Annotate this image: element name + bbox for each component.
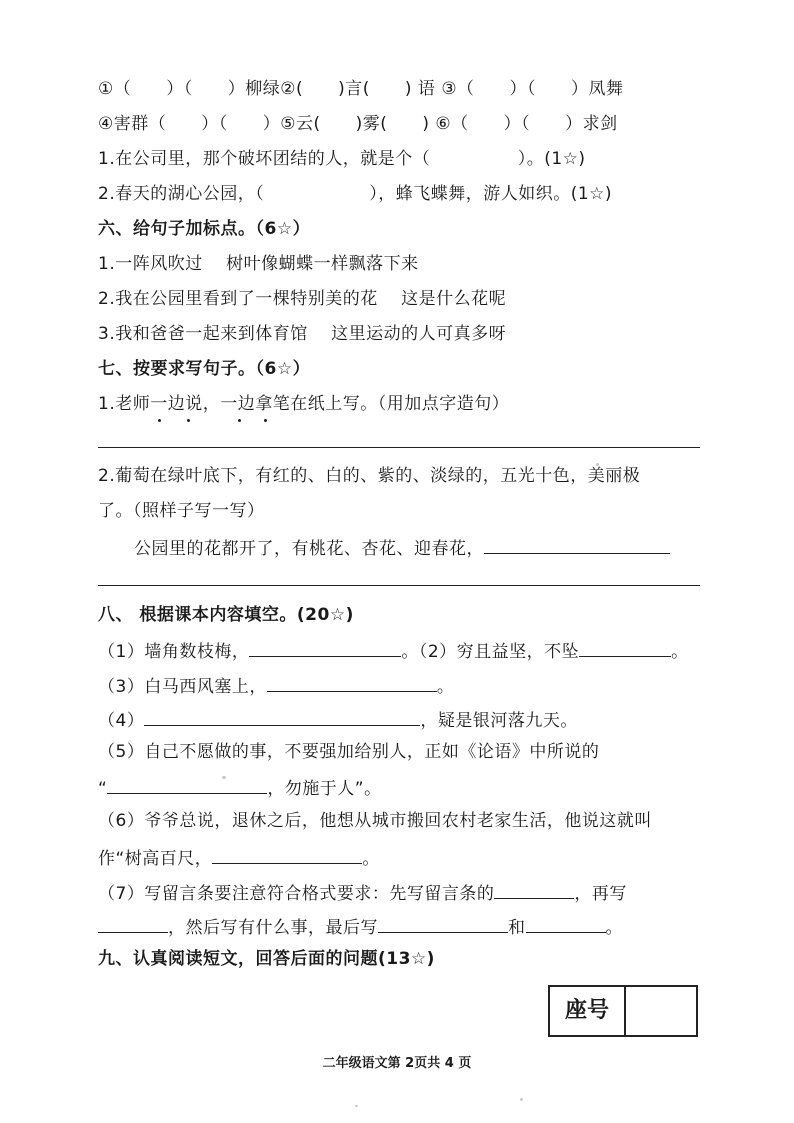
section-8-title: 八、 根据课本内容填空。(20☆) xyxy=(98,605,354,625)
punctuation-item-2: 2.我在公园里看到了一棵特别美的花 这是什么花呢 xyxy=(98,289,507,309)
poem-text: 和 xyxy=(508,918,526,938)
answer-blank[interactable] xyxy=(267,673,437,692)
poem-text: ，再写 xyxy=(574,884,627,904)
answer-line[interactable] xyxy=(98,447,700,448)
answer-blank[interactable] xyxy=(494,880,574,899)
poem-text: （1）墙角数枝梅， xyxy=(98,642,250,662)
answer-blank[interactable] xyxy=(484,535,670,554)
answer-blank[interactable] xyxy=(526,914,606,933)
emphasis-dot xyxy=(238,419,241,422)
poem-text: ，然后写有什么事，最后写 xyxy=(168,918,378,938)
answer-blank[interactable] xyxy=(107,775,267,794)
poem-text: ，勿施于人”。 xyxy=(267,779,382,799)
poem-text: ，疑是银河落九天。 xyxy=(420,711,578,731)
idiom-question-1: 1.在公司里，那个破坏团结的人，就是个（ ）。(1☆) xyxy=(98,149,586,169)
emphasis-dot xyxy=(158,419,161,422)
seat-number-label: 座号 xyxy=(550,987,626,1035)
answer-blank[interactable] xyxy=(249,638,401,657)
poem-fill-7-line-2 xyxy=(98,914,623,939)
sentence-question-2-line-2: 了。（照样子写一写） xyxy=(98,501,265,521)
poem-fill-5-line-1: （5）自己不愿做的事，不要强加给别人，正如《论语》中所说的 xyxy=(98,742,600,762)
poem-fill-5-line-2 xyxy=(98,775,382,800)
scan-speckle xyxy=(596,463,599,466)
idiom-question-2: 2.春天的湖心公园，（ ），蜂飞蝶舞，游人如织。(1☆) xyxy=(98,184,613,204)
poem-fill-7-line-1 xyxy=(98,880,627,905)
poem-text: （3）白马西风塞上， xyxy=(98,677,267,697)
scan-speckle xyxy=(355,1105,358,1107)
page-footer: 二年级语文第 2页共 4 页 xyxy=(322,1056,472,1071)
sentence-question-2-line-1: 2.葡萄在绿叶底下，有红的、白的、紫的、淡绿的，五光十色，美丽极 xyxy=(98,466,641,486)
poem-fill-3 xyxy=(98,673,454,698)
section-6-title: 六、给句子加标点。（6☆） xyxy=(98,219,311,239)
poem-text: 。 xyxy=(362,849,380,869)
answer-blank[interactable] xyxy=(212,845,362,864)
sentence-example-text: 公园里的花都开了，有桃花、杏花、迎春花， xyxy=(134,539,484,559)
poem-fill-6-line-1: （6）爷爷总说，退休之后，他想从城市搬回农村老家生活，他说这就叫 xyxy=(98,811,652,831)
poem-fill-4 xyxy=(98,707,578,732)
answer-blank[interactable] xyxy=(98,914,168,933)
poem-text: 。 xyxy=(436,677,455,697)
poem-text: （4） xyxy=(98,711,145,731)
answer-blank[interactable] xyxy=(378,914,508,933)
poem-text: 。 xyxy=(671,642,689,662)
answer-blank[interactable] xyxy=(144,707,420,726)
answer-line[interactable] xyxy=(98,585,700,586)
emphasis-dot xyxy=(264,419,267,422)
seat-number-field[interactable] xyxy=(626,987,696,1035)
scan-speckle xyxy=(520,1098,523,1101)
section-9-title: 九、认真阅读短文，回答后面的问题(13☆) xyxy=(98,949,435,969)
poem-text: （7）写留言条要注意符合格式要求：先写留言条的 xyxy=(98,884,495,904)
sentence-question-1: 1.老师一边说，一边拿笔在纸上写。（用加点字造句） xyxy=(98,394,510,414)
scan-speckle xyxy=(222,776,226,779)
poem-fill-6-line-2 xyxy=(98,845,380,870)
emphasis-dot xyxy=(187,419,190,422)
poem-text: 。（2）穷且益坚，不坠 xyxy=(401,642,580,662)
poem-fill-1-2 xyxy=(98,638,689,663)
poem-text: 。 xyxy=(605,918,623,938)
idiom-row-1: ①（ ）（ ）柳绿②( )言( ) 语 ③（ ）（ ）凤舞 xyxy=(98,79,624,99)
poem-text: 作“树高百尺， xyxy=(98,849,213,869)
poem-text: “ xyxy=(98,779,108,799)
section-7-title: 七、按要求写句子。（6☆） xyxy=(98,359,311,379)
punctuation-item-3: 3.我和爸爸一起来到体育馆 这里运动的人可真多呀 xyxy=(98,324,507,344)
seat-number-box xyxy=(548,985,698,1037)
idiom-row-2: ④害群（ ）（ ）⑤云( )雾( ) ⑥（ ）（ ）求剑 xyxy=(98,114,618,134)
sentence-example xyxy=(134,535,670,560)
punctuation-item-1: 1.一阵风吹过 树叶像蝴蝶一样飘落下来 xyxy=(98,254,419,274)
answer-blank[interactable] xyxy=(579,638,671,657)
